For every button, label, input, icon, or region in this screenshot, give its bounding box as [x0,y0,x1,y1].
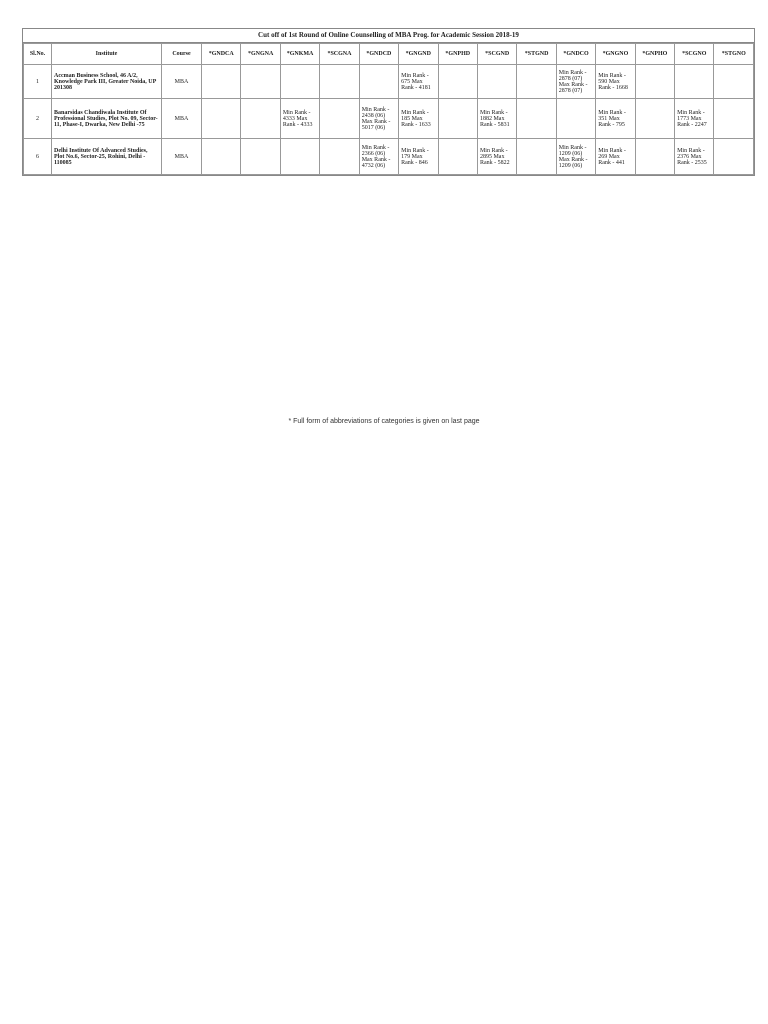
rank-cell: Min Rank - 351 Max Rank - 795 [596,99,635,139]
table-row [24,99,754,139]
rank-cell: Min Rank - 269 Max Rank - 441 [596,139,635,175]
header-cell: *SCGNA [320,44,359,65]
rank-cell [320,65,359,99]
rank-cell [438,65,477,99]
rank-cell [556,99,595,139]
rank-cell [359,65,398,99]
cutoff-table [22,28,755,176]
header-cell: *SCGNO [675,44,714,65]
rank-cell [517,139,556,175]
rank-cell: Min Rank - 675 Max Rank - 4181 [399,65,438,99]
rank-cell [280,139,319,175]
rank-cell: Min Rank - 4333 Max Rank - 4333 [280,99,319,139]
header-cell: *GNDCA [202,44,241,65]
institute-cell: Delhi Institute Of Advanced Studies, Plot No.6, Sector-25, Rohini, Delhi - 110085 [52,139,162,175]
course-cell: MBA [162,65,202,99]
institute-cell: Banarsidas Chandiwala Institute Of Professional Studies, Plot No. 09, Sector-11, Phase-I, Dwarka, New Delhi -75 [52,99,162,139]
header-cell: Institute [52,44,162,65]
course-cell: MBA [162,139,202,175]
header-row [24,44,754,65]
rank-cell [241,65,280,99]
table-row [24,65,754,99]
institute-cell: Accman Business School, 46 A/2, Knowledge Park III, Greater Noida, UP 201308 [52,65,162,99]
rank-cell: Min Rank - 2895 Max Rank - 5822 [477,139,516,175]
rank-cell [477,65,516,99]
header-cell: Sl.No. [24,44,52,65]
serial-cell: 2 [24,99,52,139]
serial-cell: 1 [24,65,52,99]
rank-cell [635,65,674,99]
table-row [24,139,754,175]
rank-cell [438,99,477,139]
rank-cell [438,139,477,175]
header-cell: *STGNO [714,44,754,65]
header-cell: *GNDCO [556,44,595,65]
header-cell: *GNGNO [596,44,635,65]
header-cell: *GNPHD [438,44,477,65]
rank-cell: Min Rank - 2376 Max Rank - 2535 [675,139,714,175]
rank-cell: Min Rank - 1773 Max Rank - 2247 [675,99,714,139]
header-cell: *SCGND [477,44,516,65]
rank-cell [675,65,714,99]
footnote: * Full form of abbreviations of categories is given on last page [288,418,480,425]
header-cell: *GNDCD [359,44,398,65]
rank-cell [714,65,754,99]
rank-cell [280,65,319,99]
header-cell: *GNGND [399,44,438,65]
rank-cell: Min Rank - 1209 (06) Max Rank - 1209 (06) [556,139,595,175]
header-cell: *GNKMA [280,44,319,65]
header-cell: *GNGNA [241,44,280,65]
table-title: Cut off of 1st Round of Online Counselling of MBA Prog. for Academic Session 2018-19 [23,29,754,43]
rank-cell: Min Rank - 1882 Max Rank - 5831 [477,99,516,139]
serial-cell: 6 [24,139,52,175]
rank-cell [517,65,556,99]
rank-cell [320,99,359,139]
rank-cell: Min Rank - 2366 (06) Max Rank - 4732 (06) [359,139,398,175]
rank-cell [241,99,280,139]
header-cell: Course [162,44,202,65]
rank-cell: Min Rank - 590 Max Rank - 1668 [596,65,635,99]
rank-cell [202,139,241,175]
rank-cell [635,139,674,175]
header-cell: *GNPHO [635,44,674,65]
course-cell: MBA [162,99,202,139]
rank-cell: Min Rank - 179 Max Rank - 846 [399,139,438,175]
header-cell: *STGND [517,44,556,65]
rank-cell [202,99,241,139]
rank-cell: Min Rank - 2878 (07) Max Rank - 2878 (07) [556,65,595,99]
rank-cell [714,99,754,139]
rank-cell [635,99,674,139]
rank-cell [517,99,556,139]
rank-cell [241,139,280,175]
rank-cell: Min Rank - 185 Max Rank - 1633 [399,99,438,139]
rank-cell: Min Rank - 2438 (06) Max Rank - 5017 (06) [359,99,398,139]
rank-cell [202,65,241,99]
rank-cell [320,139,359,175]
rank-cell [714,139,754,175]
